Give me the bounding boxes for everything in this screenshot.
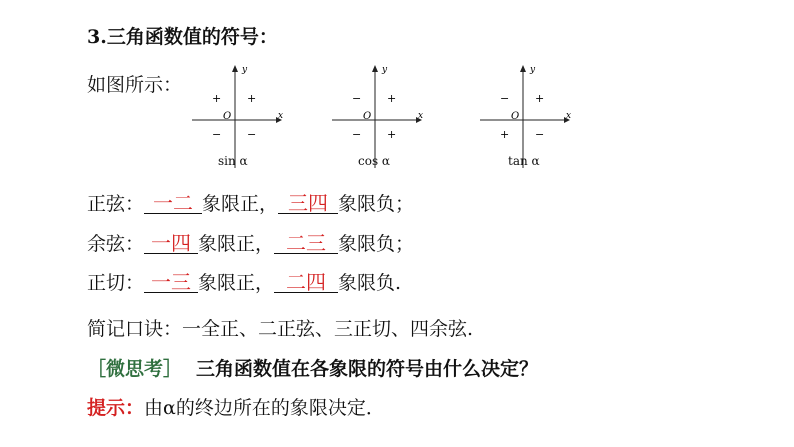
- figure-caption: tan α: [508, 154, 540, 168]
- sign-q1: +: [247, 92, 257, 105]
- sign-q3: −: [212, 128, 222, 141]
- intro-text: 如图所示：: [87, 74, 183, 96]
- sign-q4: +: [387, 128, 397, 141]
- origin-label: O: [223, 111, 232, 122]
- figure-caption: sin α: [218, 154, 248, 168]
- row-end-text: 象限负；: [338, 233, 415, 255]
- y-axis-label: y: [382, 65, 388, 75]
- sine-row: [87, 189, 414, 216]
- sign-q4: −: [535, 128, 545, 141]
- sign-q3: −: [352, 128, 362, 141]
- row-label: 正弦：: [87, 193, 145, 215]
- y-axis-arrow-icon: [372, 65, 378, 72]
- hint: [87, 393, 385, 420]
- figure-cos: [330, 62, 426, 178]
- hint-text: 由α的终边所在的象限决定．: [144, 397, 385, 419]
- sign-q2: −: [352, 92, 362, 105]
- y-axis-label: y: [242, 65, 248, 75]
- sign-q3: +: [500, 128, 510, 141]
- row-middle-text: 象限正，: [202, 193, 279, 215]
- sign-q1: +: [387, 92, 397, 105]
- cosine-row: [87, 229, 414, 256]
- origin-label: O: [511, 111, 520, 122]
- sign-q1: +: [535, 92, 545, 105]
- think-question-text: 三角函数值在各象限的符号由什么决定？: [196, 358, 539, 380]
- y-axis-label: y: [530, 65, 536, 75]
- row-end-text: 象限负；: [338, 193, 415, 215]
- fill-blank-answer: 一三: [144, 272, 198, 293]
- fill-blank-answer: 二三: [274, 233, 338, 254]
- row-end-text: 象限负.: [338, 272, 402, 294]
- row-label: 余弦：: [87, 233, 145, 255]
- fill-blank-answer: 一四: [144, 233, 198, 254]
- fill-blank-answer: 二四: [274, 272, 338, 293]
- sign-q2: −: [500, 92, 510, 105]
- x-axis-label: x: [418, 111, 424, 121]
- think-question: [87, 354, 538, 381]
- figure-tan: [478, 62, 574, 178]
- x-axis-label: x: [278, 111, 284, 121]
- mnemonic-text: 简记口诀：一全正、二正弦、三正切、四余弦.: [87, 318, 474, 340]
- row-middle-text: 象限正，: [198, 272, 275, 294]
- row-middle-text: 象限正，: [198, 233, 275, 255]
- sign-q4: −: [247, 128, 257, 141]
- tangent-row: [87, 268, 401, 295]
- row-label: 正切：: [87, 272, 145, 294]
- hint-tag: 提示：: [87, 397, 145, 419]
- think-tag: ［微思考］: [87, 358, 183, 380]
- section-heading: 3.三角函数值的符号：: [87, 26, 278, 48]
- origin-label: O: [363, 111, 372, 122]
- y-axis-arrow-icon: [520, 65, 526, 72]
- fill-blank-answer: 三四: [278, 193, 338, 214]
- sign-q2: +: [212, 92, 222, 105]
- y-axis-arrow-icon: [232, 65, 238, 72]
- figure-sin: [190, 62, 286, 178]
- figure-caption: cos α: [358, 154, 391, 168]
- x-axis-label: x: [566, 111, 572, 121]
- fill-blank-answer: 一二: [144, 193, 202, 214]
